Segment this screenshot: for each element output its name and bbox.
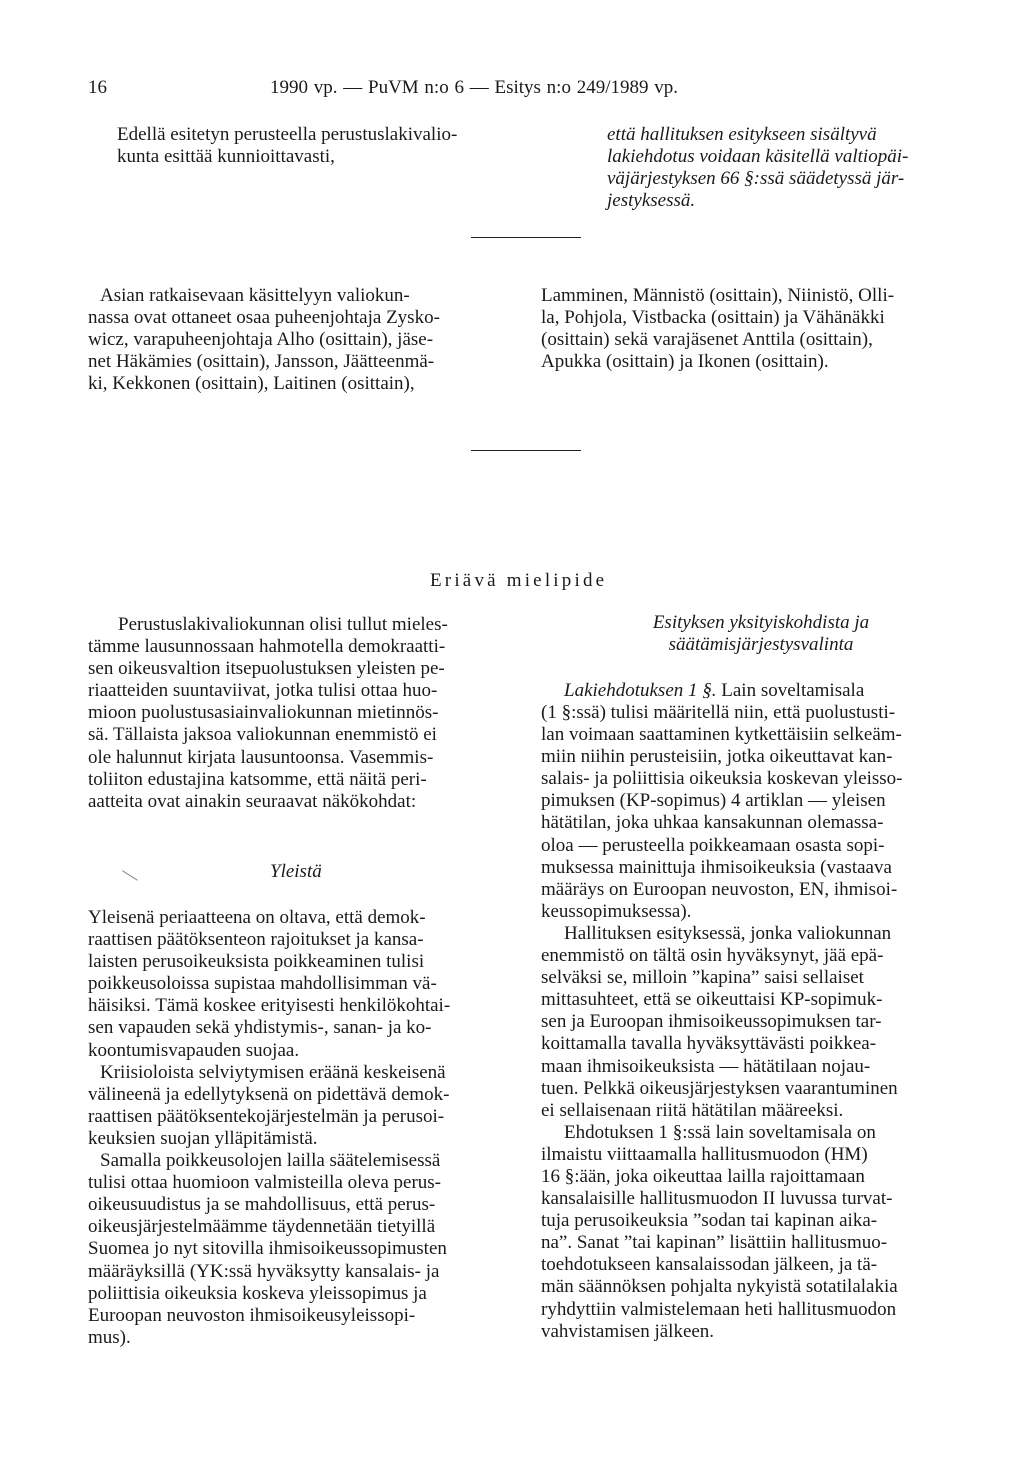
- dissent-heading: Eriävä mielipide: [430, 570, 608, 591]
- dissent-left-body: [88, 907, 450, 1349]
- text-line: oloa — perusteella poikkeamaan osasta sopi-: [541, 834, 885, 856]
- text-line: poikkeusoloissa supistaa mahdollisimman vä-: [88, 973, 437, 995]
- text-line: poliittisia oikeuksia koskeva yleissopimus ja: [88, 1282, 427, 1304]
- text-line: selväksi se, milloin ”kapina” saisi sellaiset: [541, 967, 864, 989]
- text-line: sä. Tällaista jaksoa valiokunnan enemmistö ei: [88, 724, 437, 746]
- text-line: Lamminen, Männistö (osittain), Niinistö, Olli-: [541, 285, 895, 306]
- running-title: 1990 vp. — PuVM n:o 6 — Esitys n:o 249/1989 vp.: [270, 77, 678, 98]
- page-number: 16: [88, 77, 107, 98]
- text-line: ilmaistu viittaamalla hallitusmuodon (HM): [541, 1143, 868, 1165]
- text-line: Asian ratkaisevaan käsittelyyn valiokun-: [100, 285, 410, 306]
- text-line: miin niihin perusteisiin, jotka oikeuttavat kan-: [541, 746, 893, 768]
- intro-left: [117, 124, 457, 168]
- text-line: koittamalla tavalla hyväksyttävästi poikkea-: [541, 1033, 877, 1055]
- text-line: oikeusuudistus ja se mahdollisuus, että perus-: [88, 1194, 436, 1216]
- participants-left: [88, 285, 440, 395]
- lakiehdotus-label: Lakiehdotuksen 1 §.: [564, 680, 717, 701]
- text-line: Apukka (osittain) ja Ikonen (osittain).: [541, 351, 829, 373]
- text-line: väjärjestyksen 66 §:ssä säädetyssä jär-: [607, 168, 905, 190]
- section-divider-2: [471, 450, 581, 451]
- text-line: määräyksillä (YK:ssä hyväksytty kansalais- ja: [88, 1260, 440, 1282]
- text-line: ki, Kekkonen (osittain), Laitinen (osittain),: [88, 373, 415, 395]
- text-line: riaatteiden suuntaviivat, jotka tulisi ottaa huo-: [88, 680, 438, 702]
- text-line: salais- ja poliittisia oikeuksia koskevan yleisso-: [541, 768, 903, 790]
- dissent-right-body: [541, 702, 902, 1343]
- text-line: sen vapauden sekä yhdistymis-, sanan- ja ko-: [88, 1017, 432, 1039]
- text-line: na”. Sanat ”tai kapinan” lisättiin hallitusmuo-: [541, 1232, 888, 1254]
- lakiehdotus-rest: Lain soveltamisala: [716, 680, 865, 701]
- text-line: sen ja Euroopan ihmisoikeussopimuksen tar-: [541, 1011, 882, 1033]
- text-line: la, Pohjola, Vistbacka (osittain) ja Vähänäkki: [541, 307, 885, 329]
- text-line: ole halunnut kirjata lausuntoonsa. Vasemmis-: [88, 746, 434, 768]
- text-line: laisten perusoikeuksista poikkeaminen tulisi: [88, 951, 425, 973]
- text-line: mus).: [88, 1326, 131, 1348]
- text-line: Ehdotuksen 1 §:ssä lain soveltamisala on: [564, 1121, 876, 1143]
- text-line: raattisen päätöksenteon rajoitukset ja kansa-: [88, 929, 424, 951]
- text-line: toehdotukseen kansalaissodan jälkeen, ja tä-: [541, 1254, 878, 1276]
- text-line: net Häkämies (osittain), Jansson, Jäätteenmä-: [88, 351, 435, 373]
- text-line: muksessa mainittuja ihmisoikeuksia (vastaava: [541, 856, 892, 878]
- text-line: tuja perusoikeuksia ”sodan tai kapinan aika-: [541, 1210, 878, 1232]
- right-heading: [541, 612, 981, 656]
- left-subheading: Yleistä: [270, 861, 322, 882]
- text-line: oikeusjärjestelmäämme täydennetään tietyillä: [88, 1216, 436, 1238]
- text-line: säätämisjärjestysvalinta: [668, 634, 854, 655]
- dissent-left-intro: [88, 614, 448, 813]
- text-line: sen oikeusvaltion itsepuolustuksen yleisten pe-: [88, 658, 445, 680]
- stray-mark: [122, 870, 138, 880]
- text-line: tulisi ottaa huomioon valmisteilla oleva perus-: [88, 1172, 442, 1194]
- text-line: maan ihmisoikeuksista — hätätilaan nojau-: [541, 1055, 871, 1077]
- intro-right: [607, 124, 908, 212]
- text-line: Esityksen yksityiskohdista ja: [652, 612, 870, 633]
- text-line: hätätilan, joka uhkaa kansakunnan olemassa-: [541, 812, 884, 834]
- text-line: män säännöksen pohjalta nykyistä sotatilalakia: [541, 1276, 898, 1298]
- text-line: että hallituksen esitykseen sisältyvä: [607, 124, 877, 145]
- text-line: Perustuslakivaliokunnan olisi tullut mieles-: [118, 614, 448, 635]
- text-line: keussopimuksessa).: [541, 900, 692, 922]
- text-line: (1 §:ssä) tulisi määritellä niin, että puolustusti-: [541, 702, 896, 723]
- text-line: toliiton edustajina katsomme, että näitä peri-: [88, 768, 427, 790]
- text-line: nassa ovat ottaneet osaa puheenjohtaja Zysko-: [88, 307, 440, 329]
- text-line: kansalaisille hallitusmuodon II luvussa turvat-: [541, 1188, 893, 1210]
- text-line: pimuksen (KP-sopimus) 4 artiklan — yleisen: [541, 790, 886, 812]
- text-line: enemmistö on tältä osin hyväksynyt, jää epä-: [541, 945, 884, 967]
- participants-right: [541, 285, 894, 373]
- text-line: mioon puolustusasiainvaliokunnan mietinnös-: [88, 702, 439, 724]
- text-line: Samalla poikkeusolojen lailla säätelemisessä: [100, 1150, 441, 1172]
- text-line: välineenä ja edellytyksenä on pidettävä demok-: [88, 1083, 450, 1105]
- text-line: raattisen päätöksentekojärjestelmän ja perusoi-: [88, 1105, 445, 1127]
- text-line: wicz, varapuheenjohtaja Alho (osittain), jäse-: [88, 329, 434, 351]
- text-line: aatteita ovat ainakin seuraavat näkökohdat:: [88, 790, 417, 812]
- text-line: Suomea jo nyt sitovilla ihmisoikeussopimusten: [88, 1238, 447, 1260]
- text-line: Euroopan neuvoston ihmisoikeusyleissopi-: [88, 1304, 416, 1326]
- text-line: tuen. Pelkkä oikeusjärjestyksen vaarantuminen: [541, 1077, 898, 1099]
- text-line: Edellä esitetyn perusteella perustuslakivalio-: [117, 124, 458, 145]
- text-line: määräys on Euroopan neuvoston, EN, ihmisoi-: [541, 878, 898, 900]
- text-line: 16 §:ään, joka oikeuttaa lailla rajoittamaan: [541, 1165, 865, 1187]
- text-line: (osittain) sekä varajäsenet Anttila (osittain),: [541, 329, 873, 351]
- text-line: lakiehdotus voidaan käsitellä valtiopäi-: [607, 146, 909, 168]
- text-line: mittasuhteet, että se oikeuttaisi KP-sopimuk-: [541, 989, 883, 1011]
- text-line: häisiksi. Tämä koskee erityisesti henkilökohtai-: [88, 995, 451, 1017]
- text-line: koontumisvapauden suojaa.: [88, 1039, 300, 1061]
- text-line: Kriisioloista selviytymisen eräänä keskeisenä: [100, 1061, 446, 1083]
- text-line: keuksien suojan ylläpitämistä.: [88, 1127, 318, 1149]
- text-line: Hallituksen esityksessä, jonka valiokunnan: [564, 922, 892, 944]
- text-line: lan voimaan saattaminen kytkettäisiin selkeäm-: [541, 724, 902, 746]
- text-line: tämme lausunnossaan hahmotella demokraatti-: [88, 636, 446, 658]
- text-line: jestyksessä.: [607, 190, 696, 212]
- text-line: ei sellaisenaan riitä hätätilan määreeksi.: [541, 1099, 844, 1121]
- text-line: vahvistamisen jälkeen.: [541, 1320, 715, 1342]
- text-line: Yleisenä periaatteena on oltava, että demok-: [88, 907, 426, 928]
- text-line: kunta esittää kunnioittavasti,: [117, 146, 335, 168]
- text-line: ryhdyttiin valmistelemaan heti hallitusmuodon: [541, 1298, 897, 1320]
- right-first-line: [564, 680, 864, 702]
- section-divider-1: [471, 237, 581, 238]
